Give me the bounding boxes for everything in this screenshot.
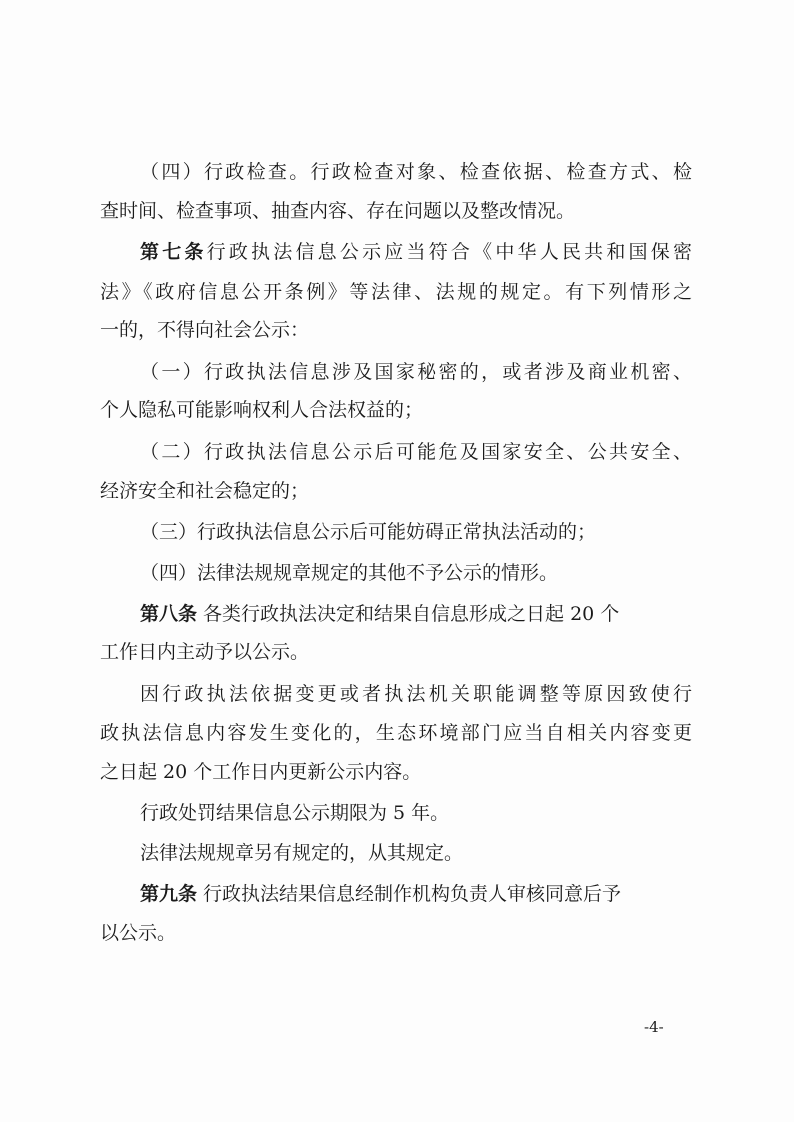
- line-text: （一）行政执法信息涉及国家秘密的，或者涉及商业机密、: [140, 361, 692, 383]
- item-4-line: [140, 561, 558, 585]
- article-7-line-3: [100, 318, 309, 342]
- article-7-line-2: [100, 280, 692, 304]
- page-number: -4-: [644, 1018, 664, 1036]
- line-text: 个人隐私可能影响权利人合法权益的；: [100, 399, 424, 421]
- line-text: 以公示。: [100, 922, 177, 944]
- item-2-line-2: [100, 479, 309, 503]
- line-text: 一的，不得向社会公示：: [100, 319, 310, 341]
- line-text: 查时间、检查事项、抽查内容、存在问题以及整改情况。: [100, 200, 576, 222]
- change-paragraph-line-3: [100, 760, 421, 784]
- line-text: 法》《政府信息公开条例》等法律、法规的规定。有下列情形之: [100, 281, 692, 303]
- line-text: 政执法信息内容发生变化的，生态环境部门应当自相关内容变更: [100, 722, 692, 744]
- line-text: 行政执法结果信息经制作机构负责人审核同意后予: [197, 883, 622, 905]
- penalty-period-line: [140, 801, 449, 825]
- article-8-line-2: [100, 640, 309, 664]
- item-2-line-1: [140, 440, 692, 464]
- paragraph-inspection-line-1: [140, 160, 692, 184]
- paragraph-inspection-line-2: [100, 199, 575, 223]
- line-text: 行政执法信息公示应当符合《中华人民共和国保密: [206, 241, 692, 263]
- line-text: 法律法规规章另有规定的，从其规定。: [140, 842, 464, 864]
- item-1-line-2: [100, 398, 423, 422]
- article-heading: 第九条: [140, 883, 198, 905]
- article-9-line-2: [100, 921, 176, 945]
- article-9-line-1: [140, 882, 621, 906]
- article-7-line-1: [140, 240, 692, 264]
- line-text: （四）行政检查。行政检查对象、检查依据、检查方式、检: [140, 161, 692, 183]
- line-text: 各类行政执法决定和结果自信息形成之日起 20 个: [197, 603, 620, 625]
- line-text: 因行政执法依据变更或者执法机关职能调整等原因致使行: [140, 683, 692, 705]
- line-text: （三）行政执法信息公示后可能妨碍正常执法活动的；: [140, 521, 597, 543]
- line-text: （二）行政执法信息公示后可能危及国家安全、公共安全、: [140, 441, 692, 463]
- change-paragraph-line-1: [140, 682, 692, 706]
- article-heading: 第八条: [140, 603, 198, 625]
- item-3-line: [140, 520, 596, 544]
- article-heading: 第七条: [140, 241, 207, 263]
- line-text: 经济安全和社会稳定的；: [100, 480, 310, 502]
- line-text: 工作日内主动予以公示。: [100, 641, 310, 663]
- line-text: 之日起 20 个工作日内更新公示内容。: [100, 761, 422, 783]
- article-8-line-1: [140, 602, 619, 626]
- other-provisions-line: [140, 841, 463, 865]
- line-text: 行政处罚结果信息公示期限为 5 年。: [140, 802, 450, 824]
- change-paragraph-line-2: [100, 721, 692, 745]
- line-text: （四）法律法规规章规定的其他不予公示的情形。: [140, 562, 559, 584]
- item-1-line-1: [140, 360, 692, 384]
